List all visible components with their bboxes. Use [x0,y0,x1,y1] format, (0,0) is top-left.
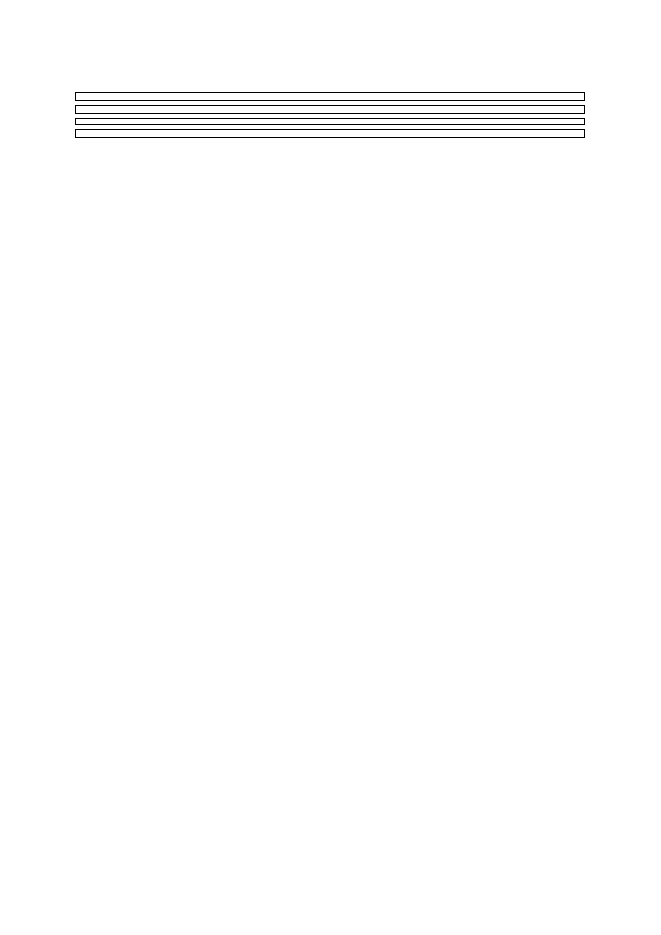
inserted-box-method-selection [75,92,585,101]
inserted-box-heat-treatment [75,129,585,138]
inserted-box-material-groups [75,118,585,125]
page-body [75,88,585,142]
inserted-box-radiographic-junctions [75,105,585,114]
